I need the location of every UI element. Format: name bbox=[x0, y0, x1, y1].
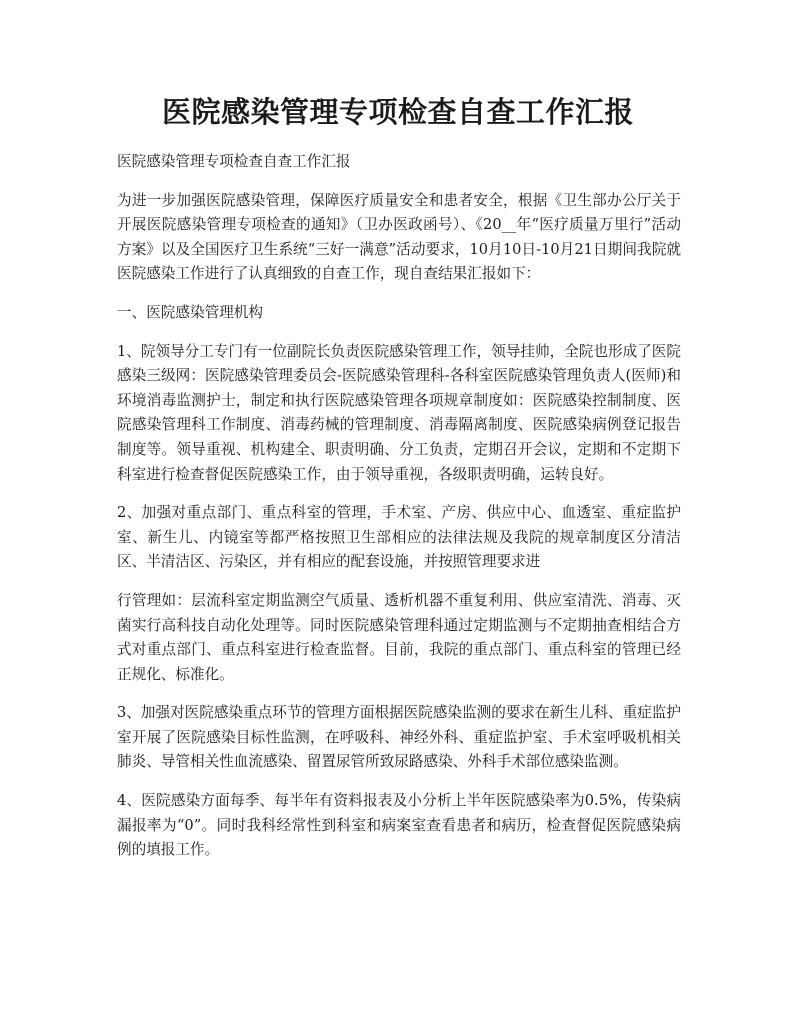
document-body bbox=[117, 150, 681, 877]
subtitle-paragraph: 医院感染管理专项检查自查工作汇报 bbox=[117, 153, 351, 170]
item-1-paragraph: 1、院领导分工专门有一位副院长负责医院感染管理工作，领导挂帅，全院也形成了医院感染三级网：医院感染管理委员会-医院感染管理科-各科室医院感染管理负责人(医师)和环境消毒监测护士，制定和执行医院感染管理各项规章制度如：医院感染控制制度、医院感染管理科工作制度、消毒药械的管理制度、消毒隔离制度、医院感染病例登记报告制度等。领导重视、机构建全、职责明确、分工负责，定期召开会议，定期和不定期下科室进行检查督促医院感染工作，由于领导重视，各级职责明确，运转良好。 bbox=[117, 342, 681, 483]
item-4-paragraph: 4、医院感染方面每季、每半年有资料报表及小分析上半年医院感染率为0.5%，传染病漏报率为“0”。同时我科经常性到科室和病案室查看患者和病历，检查督促医院感染病例的填报工作。 bbox=[117, 792, 681, 859]
intro-paragraph: 为进一步加强医院感染管理，保障医疗质量安全和患者安全，根据《卫生部办公厅关于开展医院感染管理专项检查的通知》（卫办医政函号）、《20__年“医疗质量万里行”活动方案》以及全国医疗卫生系统“三好一满意”活动要求，10月10日-10月21日期间我院就医院感染工作进行了认真细致的自查工作，现自查结果汇报如下： bbox=[117, 191, 681, 283]
item-3-paragraph: 3、加强对医院感染重点环节的管理方面根据医院感染监测的要求在新生儿科、重症监护室开展了医院感染目标性监测，在呼吸科、神经外科、重症监护室、手术室呼吸机相关肺炎、导管相关性血流感染、留置尿管所致尿路感染、外科手术部位感染监测。 bbox=[117, 704, 681, 771]
item-2-paragraph: 2、加强对重点部门、重点科室的管理，手术室、产房、供应中心、血透室、重症监护室、新生儿、内镜室等都严格按照卫生部相应的法律法规及我院的规章制度区分清洁区、半清洁区、污染区，并有相应的配套设施，并按照管理要求进 bbox=[117, 504, 681, 571]
item-2-continued-paragraph: 行管理如：层流科室定期监测空气质量、透析机器不重复利用、供应室清洗、消毒、灭菌实行高科技自动化处理等。同时医院感染管理科通过定期监测与不定期抽查相结合方式对重点部门、重点科室进行检查监督。目前，我院的重点部门、重点科室的管理已经正规化、标准化。 bbox=[117, 591, 681, 683]
document-title: 医院感染管理专项检查自查工作汇报 bbox=[161, 95, 634, 129]
section-heading: 一、医院感染管理机构 bbox=[117, 303, 263, 321]
